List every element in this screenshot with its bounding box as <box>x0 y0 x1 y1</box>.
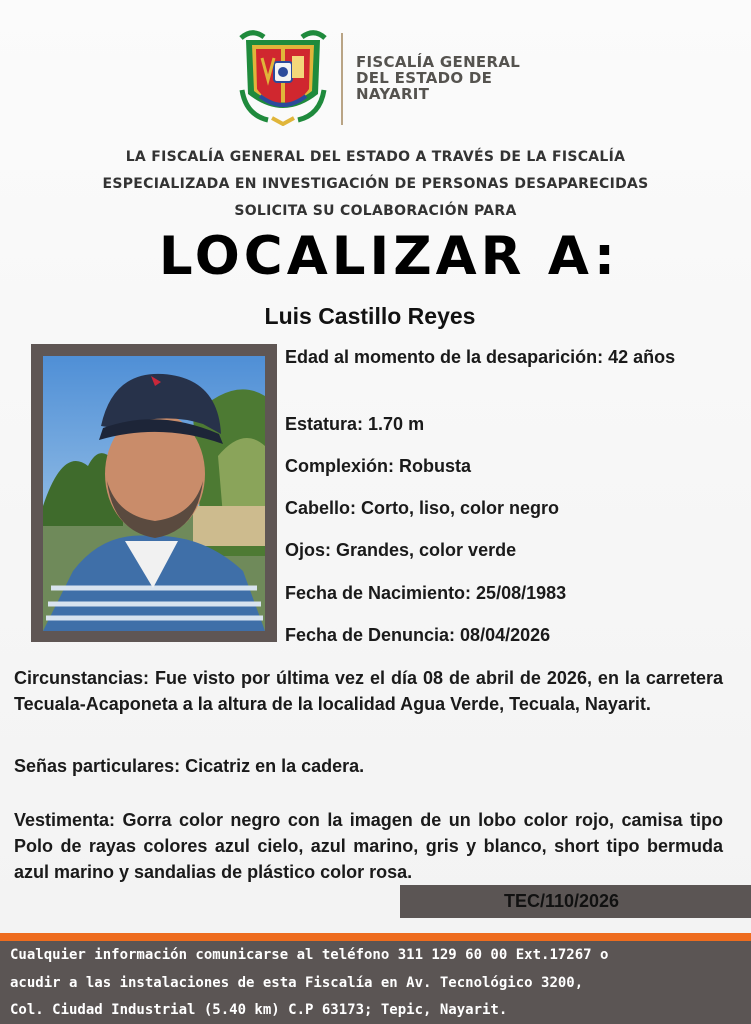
contact-footer <box>0 941 751 1024</box>
circumstances-paragraph: Circunstancias: Fue visto por última vez el día 08 de abril de 2026, en la carretera Tecuala-Acaponeta a la altura de la localidad Agua Verde, Tecuala, Nayarit. <box>14 668 723 714</box>
detail-hair: Cabello: Corto, liso, color negro <box>285 498 560 518</box>
agency-name <box>356 54 556 102</box>
case-number-bar <box>400 885 751 918</box>
detail-eyes: Ojos: Grandes, color verde <box>285 540 517 560</box>
detail-birth-date: Fecha de Nacimiento: 25/08/1983 <box>285 583 567 603</box>
footer-line: Cualquier información comunicarse al teléfono 311 129 60 00 Ext.17267 o <box>10 947 609 963</box>
intro-line: ESPECIALIZADA EN INVESTIGACIÓN DE PERSONAS DESAPARECIDAS <box>102 176 649 192</box>
footer-line: acudir a las instalaciones de esta Fiscalía en Av. Tecnológico 3200, <box>10 975 584 991</box>
header-divider <box>341 33 343 125</box>
orange-divider <box>0 933 751 941</box>
headline: LOCALIZAR A: <box>158 226 620 287</box>
footer-line: Col. Ciudad Industrial (5.40 km) C.P 63173; Tepic, Nayarit. <box>10 1002 508 1018</box>
person-name: Luis Castillo Reyes <box>264 303 476 329</box>
photo-frame <box>31 344 277 642</box>
detail-age: Edad al momento de la desaparición: 42 años <box>285 347 676 367</box>
state-seal-logo <box>238 30 328 126</box>
agency-line: NAYARIT <box>356 85 430 103</box>
clothing-paragraph: Vestimenta: Gorra color negro con la imagen de un lobo color rojo, camisa tipo Polo de rayas colores azul cielo, azul marino, gris y blanco, short tipo bermuda azul marino y sandalias de plástico color rosa. <box>14 810 723 882</box>
nayarit-seal-icon <box>238 30 328 126</box>
intro-text <box>0 144 751 225</box>
detail-height: Estatura: 1.70 m <box>285 414 425 434</box>
agency-line: DEL ESTADO DE <box>356 69 493 87</box>
detail-report-date: Fecha de Denuncia: 08/04/2026 <box>285 625 551 645</box>
agency-line: FISCALÍA GENERAL <box>356 53 521 71</box>
detail-build: Complexión: Robusta <box>285 456 472 476</box>
case-number: TEC/110/2026 <box>503 891 620 911</box>
missing-person-photo <box>43 356 265 631</box>
intro-line: SOLICITA SU COLABORACIÓN PARA <box>234 203 517 219</box>
intro-line: LA FISCALÍA GENERAL DEL ESTADO A TRAVÉS DE LA FISCALÍA <box>125 149 626 165</box>
distinguishing-marks-paragraph: Señas particulares: Cicatriz en la cadera. <box>14 756 365 776</box>
